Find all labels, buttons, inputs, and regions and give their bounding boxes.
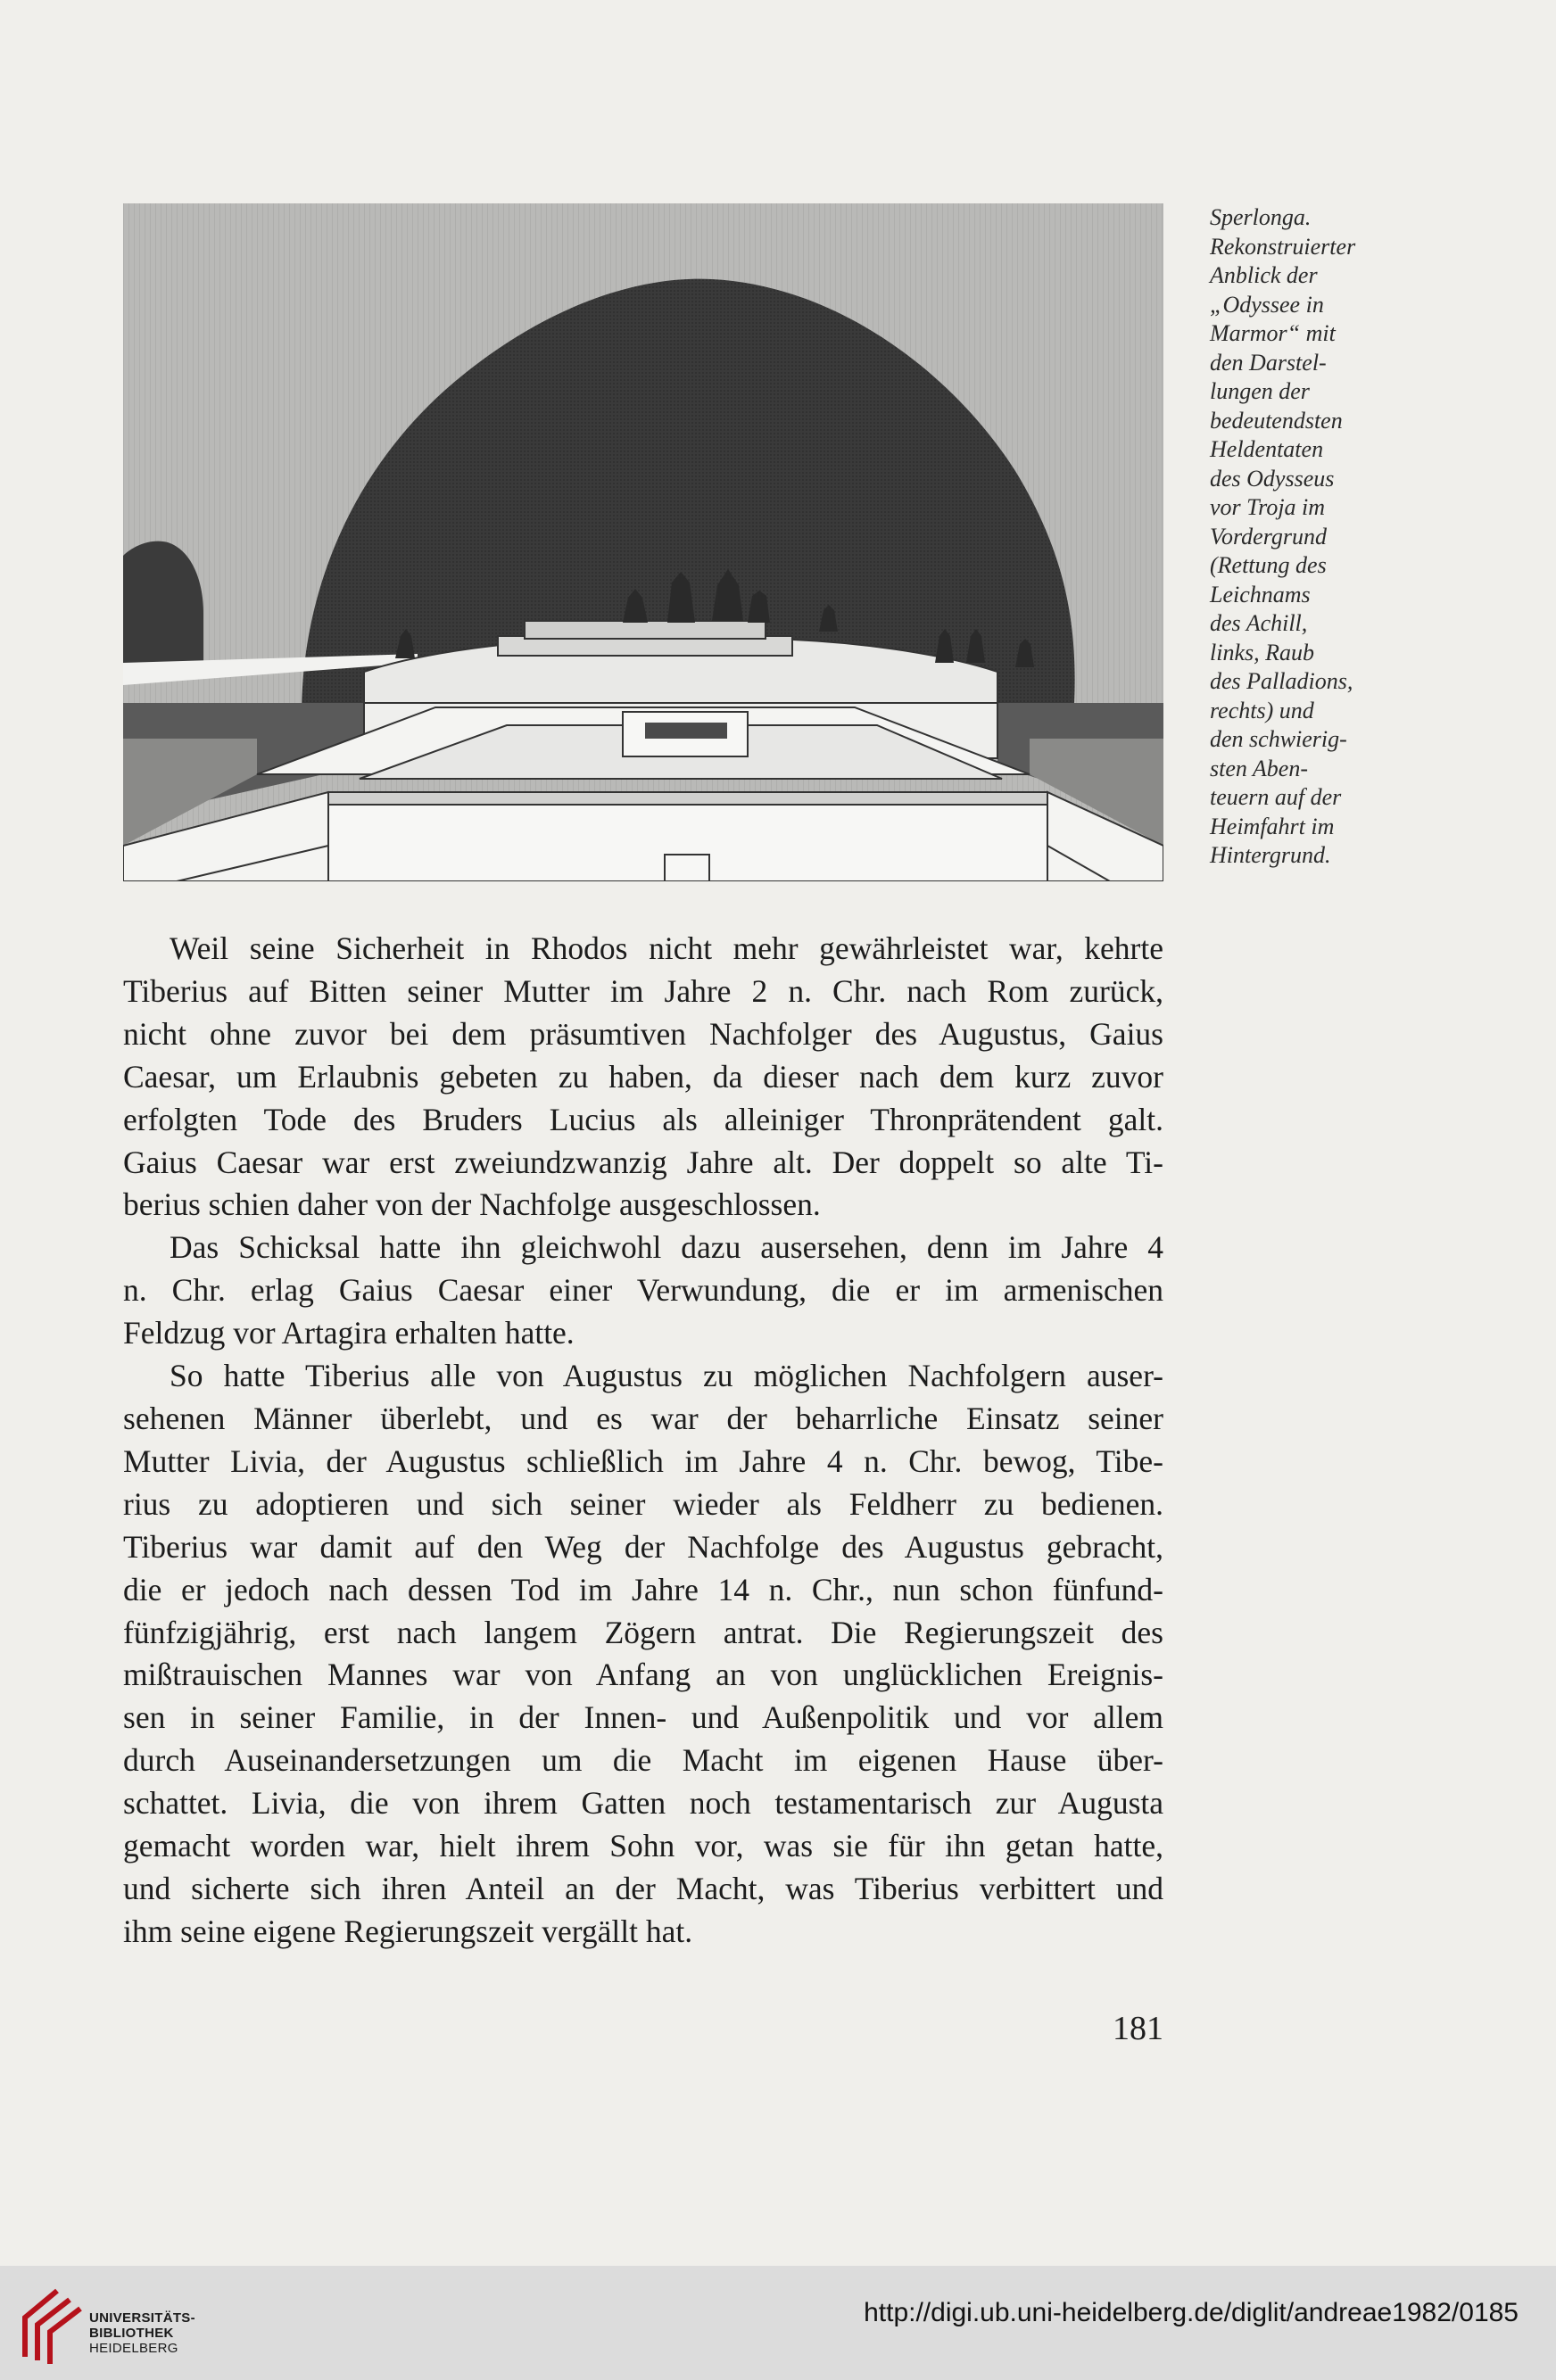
text-line: sehenen Männer überlebt, und es war der beharrliche Einsatz seiner xyxy=(123,1400,1163,1436)
caption-line: Sperlonga. xyxy=(1210,204,1312,230)
footer-bar xyxy=(0,2266,1556,2380)
text-line: Feldzug vor Artagira erhalten hatte. xyxy=(123,1315,575,1351)
library-logo[interactable] xyxy=(16,2282,194,2368)
caption-line: Heldentaten xyxy=(1210,436,1324,462)
text-line: und sicherte sich ihren Anteil an der Macht, was Tiberius verbittert und xyxy=(123,1870,1163,1906)
library-logo-icon xyxy=(16,2282,84,2368)
caption-line: (Rettung des xyxy=(1210,552,1327,578)
caption-line: Anblick der xyxy=(1210,262,1318,288)
body-text xyxy=(123,928,1163,1954)
caption-line: den schwierig- xyxy=(1210,726,1347,752)
text-line: nicht ohne zuvor bei dem präsumtiven Nachfolger des Augustus, Gaius xyxy=(123,1015,1163,1052)
caption-line: vor Troja im xyxy=(1210,494,1326,520)
text-line: Mutter Livia, der Augustus schließlich im Jahre 4 n. Chr. bewog, Tibe- xyxy=(123,1442,1163,1479)
caption-line: des Odysseus xyxy=(1210,465,1335,492)
logo-line-1: UNIVERSITÄTS- xyxy=(89,2310,195,2326)
caption-line: lungen der xyxy=(1210,378,1310,404)
paragraph xyxy=(123,928,1163,1227)
caption-line: des Palladions, xyxy=(1210,668,1353,694)
text-line: durch Auseinandersetzungen um die Macht im eigenen Hause über- xyxy=(123,1742,1163,1779)
paragraph xyxy=(123,1227,1163,1355)
text-line: schattet. Livia, die von ihrem Gatten noch testamentarisch zur Augusta xyxy=(123,1785,1163,1822)
text-line: berius schien daher von der Nachfolge ausgeschlossen. xyxy=(123,1186,821,1223)
text-line: Das Schicksal hatte ihn gleichwohl dazu ausersehen, denn im Jahre 4 xyxy=(170,1229,1163,1266)
caption-line: Leichnams xyxy=(1210,581,1311,607)
text-line: Weil seine Sicherheit in Rhodos nicht mehr gewährleistet war, kehrte xyxy=(170,930,1163,966)
caption-line: den Darstel- xyxy=(1210,349,1327,376)
text-line: fünfzigjährig, erst nach langem Zögern antrat. Die Regierungszeit des xyxy=(123,1614,1163,1650)
text-line: ihm seine eigene Regierungszeit vergällt hat. xyxy=(123,1913,693,1949)
caption-line: Hintergrund. xyxy=(1210,842,1331,868)
text-line: sen in seiner Familie, in der Innen- und Außenpolitik und vor allem xyxy=(123,1699,1163,1736)
figure-caption xyxy=(1210,203,1415,871)
text-line: So hatte Tiberius alle von Augustus zu möglichen Nachfolgern auser- xyxy=(170,1358,1163,1394)
caption-line: rechts) und xyxy=(1210,697,1314,723)
text-line: rius zu adoptieren und sich seiner wieder als Feldherr zu bedienen. xyxy=(123,1485,1163,1522)
caption-line: „Odyssee in xyxy=(1210,291,1324,318)
logo-line-2: BIBLIOTHEK xyxy=(89,2326,174,2341)
caption-line: Vordergrund xyxy=(1210,523,1327,550)
sperlonga-reconstruction-image xyxy=(123,203,1163,881)
caption-line: links, Raub xyxy=(1210,639,1314,665)
caption-line: Rekonstruierter xyxy=(1210,233,1356,260)
caption-line: bedeutendsten xyxy=(1210,407,1343,434)
text-line: n. Chr. erlag Gaius Caesar einer Verwundung, die er im armenischen xyxy=(123,1272,1163,1309)
text-line: Tiberius war damit auf den Weg der Nachfolge des Augustus gebracht, xyxy=(123,1528,1163,1565)
source-url-link[interactable]: http://digi.ub.uni-heidelberg.de/diglit/andreae1982/0185 xyxy=(864,2298,1519,2327)
text-line: Gaius Caesar war erst zweiundzwanzig Jahre alt. Der doppelt so alte Ti- xyxy=(123,1144,1163,1180)
text-line: Caesar, um Erlaubnis gebeten zu haben, da dieser nach dem kurz zuvor xyxy=(123,1058,1163,1095)
caption-line: des Achill, xyxy=(1210,610,1308,636)
caption-line: teuern auf der xyxy=(1210,784,1342,810)
caption-line: sten Aben- xyxy=(1210,755,1308,781)
paragraph xyxy=(123,1355,1163,1954)
text-line: erfolgten Tode des Bruders Lucius als alleiniger Thronprätendent galt. xyxy=(123,1101,1163,1137)
logo-line-3: HEIDELBERG xyxy=(89,2341,178,2356)
text-line: die er jedoch nach dessen Tod im Jahre 14 n. Chr., nun schon fünfund- xyxy=(123,1571,1163,1607)
text-line: mißtrauischen Mannes war von Anfang an von unglücklichen Ereignis- xyxy=(123,1657,1163,1693)
caption-line: Heimfahrt im xyxy=(1210,813,1335,839)
page-number: 181 xyxy=(1113,2010,1163,2047)
text-line: gemacht worden war, hielt ihrem Sohn vor, was sie für ihn getan hatte, xyxy=(123,1828,1163,1864)
text-line: Tiberius auf Bitten seiner Mutter im Jahre 2 n. Chr. nach Rom zurück, xyxy=(123,972,1163,1009)
caption-line: Marmor“ mit xyxy=(1210,320,1336,346)
